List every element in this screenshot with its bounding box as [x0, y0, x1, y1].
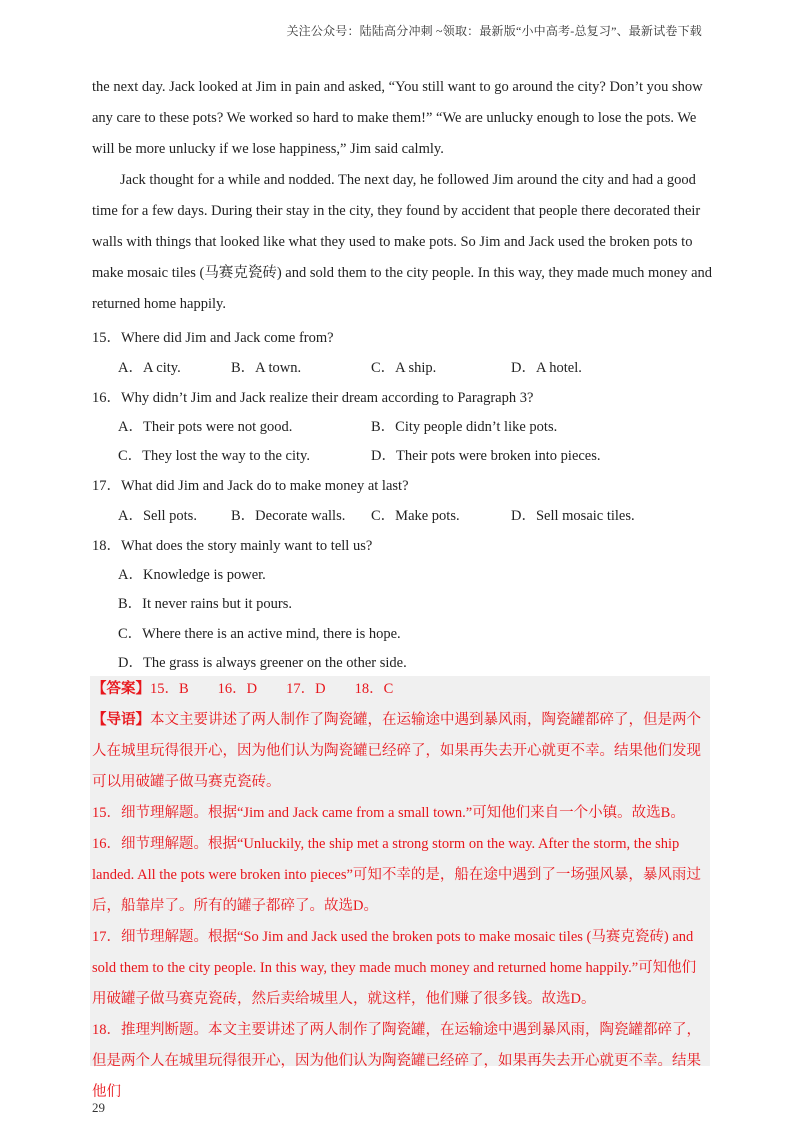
passage: [92, 72, 712, 320]
q17-option-b: B．Decorate walls.: [231, 508, 346, 524]
q18-option-d: D．The grass is always greener on the other side.: [118, 655, 407, 671]
q17-option-c: C．Make pots.: [371, 508, 460, 524]
passage-paragraph-1: the next day. Jack looked at Jim in pain and asked, “You still want to go around the city? Don’t you show any care to these pots? We worked so hard to make them!” “We are unlucky enough to lose the pots. We will be more unlucky if we lose happiness,” Jim said calmly.: [92, 79, 703, 157]
q18-option-a: A．Knowledge is power.: [118, 567, 266, 583]
page-number: 29: [92, 1100, 105, 1115]
explanation-15: 15．细节理解题。根据“Jim and Jack came from a small town.”可知他们来自一个小镇。故选B。: [92, 805, 685, 821]
q16-option-b: B．City people didn’t like pots.: [371, 419, 558, 435]
q16-option-d: D．Their pots were broken into pieces.: [371, 448, 601, 464]
q15-option-a: A．A city.: [118, 360, 181, 376]
q15-option-b: B．A town.: [231, 360, 302, 376]
answer-keys: 15．B 16．D 17．D 18．C: [150, 681, 394, 697]
q16-option-c: C．They lost the way to the city.: [118, 448, 310, 464]
explanation-17: 17．细节理解题。根据“So Jim and Jack used the broken pots to make mosaic tiles (马赛克瓷砖) and sold them to the city people. In this way, they made much money and returned home happily.”可知他们用破罐子做马赛克瓷砖，然后卖给城里人，就这样，他们赚了很多钱。故选D。: [92, 929, 697, 1007]
answer-keys-line: [92, 674, 710, 705]
q16-option-a: A．Their pots were not good.: [118, 419, 293, 435]
passage-paragraph-2: Jack thought for a while and nodded. The next day, he followed Jim around the city and had a good time for a few days. During their stay in the city, they found by accident that people there decorated their walls with things that looked like what they used to make pots. So Jim and Jack used the broken pots to make mosaic tiles (马赛克瓷砖) and sold them to the city people. In this way, they made much money and returned home happily.: [92, 172, 713, 312]
q15-option-c: C．A ship.: [371, 360, 437, 376]
explanation-16: 16．细节理解题。根据“Unluckily, the ship met a strong storm on the way. After the storm, the ship landed. All the pots were broken into pieces”可知不幸的是，船在途中遇到了一场强风暴，暴风雨过后，船靠岸了。所有的罐子都碎了。故选D。: [92, 836, 701, 914]
q17-option-d: D．Sell mosaic tiles.: [511, 508, 635, 524]
q18-option-c: C．Where there is an active mind, there is hope.: [118, 626, 401, 642]
q18-option-b: B．It never rains but it pours.: [118, 596, 292, 612]
explanation-18: 18．推理判断题。本文主要讲述了两人制作了陶瓷罐，在运输途中遇到暴风雨，陶瓷罐都碎了，但是两个人在城里玩得很开心，因为他们认为陶瓷罐已经碎了，如果再失去开心就更不幸。结果他们: [92, 1022, 701, 1100]
answer-label: 【答案】: [92, 681, 150, 697]
page-header: 关注公众号：陆陆高分冲刺 ~领取：最新版“小中高考-总复习”、最新试卷下载: [286, 24, 702, 38]
q15-option-d: D．A hotel.: [511, 360, 582, 376]
guide-text: [92, 705, 710, 798]
q17-option-a: A．Sell pots.: [118, 508, 197, 524]
guide-label: 【导语】: [92, 712, 150, 728]
guide-body: 本文主要讲述了两人制作了陶瓷罐，在运输途中遇到暴风雨，陶瓷罐都碎了，但是两个人在城里玩得很开心，因为他们认为陶瓷罐已经碎了，如果再失去开心就更不幸。结果他们发现可以用破罐子做马赛克瓷砖。: [92, 712, 701, 790]
question-16: 16．Why didn’t Jim and Jack realize their dream according to Paragraph 3?: [92, 390, 534, 406]
question-18: 18．What does the story mainly want to tell us?: [92, 538, 373, 554]
question-17: 17．What did Jim and Jack do to make money at last?: [92, 478, 409, 494]
question-15: 15．Where did Jim and Jack come from?: [92, 330, 334, 346]
